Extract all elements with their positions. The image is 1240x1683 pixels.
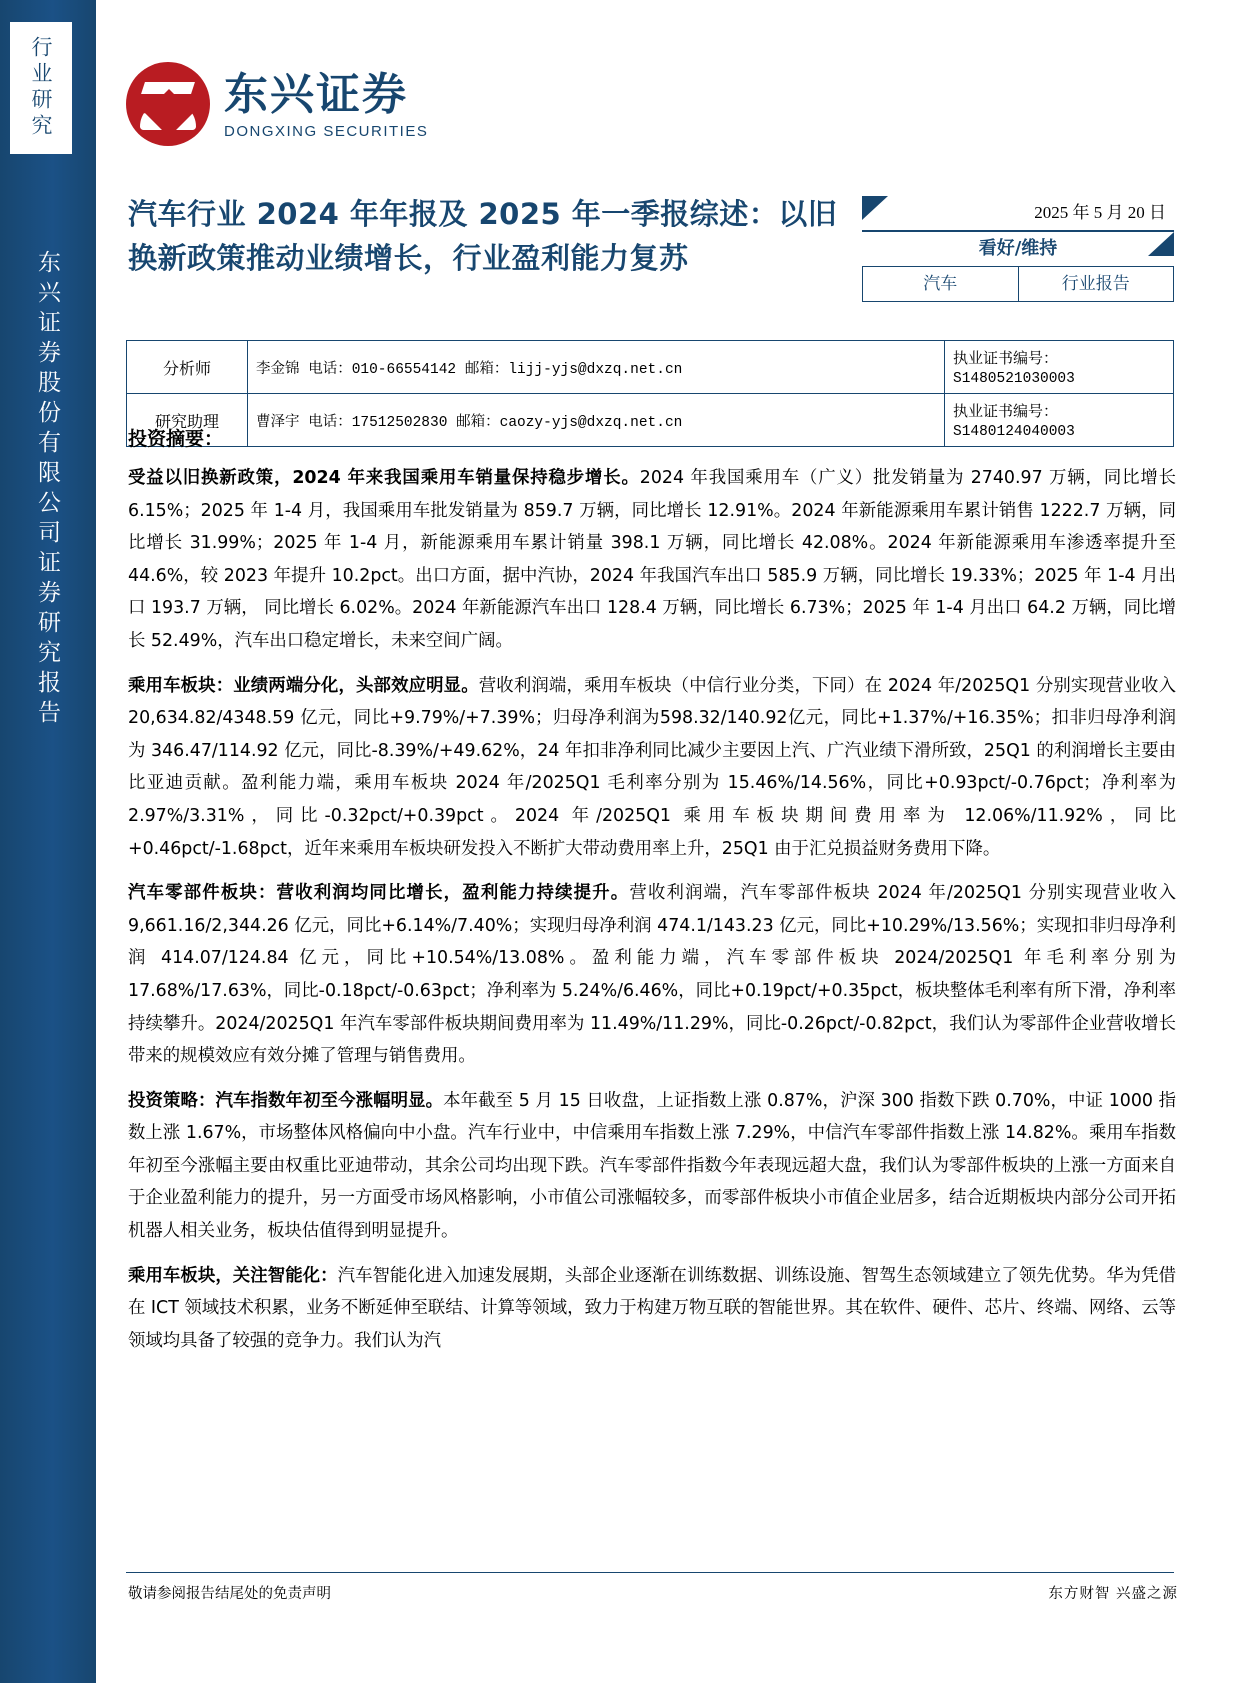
- report-date-row: [862, 196, 1174, 232]
- paragraph: [128, 1085, 1176, 1248]
- analyst-contact-line: 李金锦 电话：010-66554142 邮箱：lijj-yjs@dxzq.net.cn: [248, 341, 945, 394]
- report-rating-row: [862, 232, 1174, 267]
- dongxing-logo-icon: [126, 62, 210, 146]
- paragraph: [128, 877, 1176, 1073]
- report-tags-row: [862, 267, 1174, 302]
- assistant-cert-number: S1480124040003: [953, 424, 1075, 440]
- paragraph-lead: 乘用车板块，关注智能化：: [128, 1265, 338, 1286]
- paragraph-text: 2024 年我国乘用车（广义）批发销量为 2740.97 万辆，同比增长 6.15%；2025 年 1-4 月，我国乘用车批发销量为 859.7 万辆，同比增长 12.91%。2024 年新能源乘用车累计销售 1222.7 万辆，同比增长 31.99%；2025 年 1-4 月，新能源乘用车累计销量 398.1 万辆，同比增长 42.08%。2024 年新能源乘用车渗透率提升至 44.6%，较 2023 年提升 10.2pct。出口方面，据中汽协，2024 年我国汽车出口 585.9 万辆，同比增长 19.33%；2025 年 1-4 月出口 193.7 万辆， 同比增长 6.02%。2024 年新能源汽车出口 128.4 万辆，同比增长 6.73%；2025 年 1-4 月出口 64.2 万辆，同比增长 52.49%，汽车出口稳定增长，未来空间广阔。: [128, 468, 1176, 651]
- brand-name-en: DONGXING SECURITIES: [224, 122, 429, 140]
- report-type-tag: 行业报告: [1061, 274, 1130, 294]
- sidebar-company-vertical-text: 东兴证券股份有限公司证券研究报告: [34, 250, 60, 730]
- sidebar-section-tab: [10, 22, 72, 154]
- left-sidebar: [0, 0, 96, 1683]
- page-content: [96, 0, 1240, 1683]
- brand-logo: [126, 62, 428, 146]
- paragraph: [128, 1260, 1176, 1358]
- sidebar-section-tab-label: 行业研究: [29, 36, 53, 140]
- assistant-role-label: 研究助理: [127, 394, 248, 447]
- report-meta-box: [862, 196, 1174, 302]
- assistant-cert-label: 执业证书编号：: [953, 402, 1059, 420]
- paragraph-lead: 受益以旧换新政策，2024 年来我国乘用车销量保持稳步增长。: [128, 468, 640, 488]
- page-title: 汽车行业 2024 年年报及 2025 年一季报综述：以旧换新政策推动业绩增长，行业盈利能力复苏: [128, 197, 838, 275]
- logo-diamond-shape: [145, 89, 193, 137]
- footer-slogan: 东方财智 兴盛之源: [1048, 1586, 1178, 1602]
- paragraph: [128, 462, 1176, 658]
- paragraph: [128, 670, 1176, 866]
- paragraph-lead: 乘用车板块：业绩两端分化，头部效应明显。: [128, 675, 479, 696]
- analyst-role-label: 分析师: [127, 341, 248, 394]
- report-date: 2025 年 5 月 20 日: [1034, 203, 1166, 222]
- footer-divider: [126, 1572, 1174, 1573]
- analyst-cert-cell: [945, 341, 1174, 394]
- analyst-cert-number: S1480521030003: [953, 371, 1075, 387]
- summary-heading: 投资摘要：: [128, 428, 224, 450]
- paragraph-text: 汽车智能化进入加速发展期，头部企业逐渐在训练数据、训练设施、智驾生态领域建立了领先优势。华为凭借在 ICT 领域技术积累，业务不断延伸至联结、计算等领域，致力于构建万物互联的智能世界。其在软件、硬件、芯片、终端、网络、云等领域均具备了较强的竞争力。我们认为汽: [128, 1265, 1176, 1351]
- analyst-cert-label: 执业证书编号：: [953, 349, 1059, 367]
- summary-body: [128, 462, 1176, 1369]
- report-rating-value: 看好/维持: [978, 238, 1058, 259]
- table-row: [127, 341, 1174, 394]
- paragraph-text: 营收利润端，乘用车板块（中信行业分类，下同）在 2024 年/2025Q1 分别实现营业收入20,634.82/4348.59 亿元，同比+9.79%/+7.39%；归母净利润为598.32/140.92亿元，同比+1.37%/+16.35%；扣非归母净利润为 346.47/114.92 亿元，同比-8.39%/+49.62%，24 年扣非净利同比减少主要因上汽、广汽业绩下滑所致，25Q1 的利润增长主要由比亚迪贡献。盈利能力端，乘用车板块 2024 年/2025Q1 毛利率分别为 15.46%/14.56%，同比+0.93pct/-0.76pct；净利率为 2.97%/3.31%，同比-0.32pct/+0.39pct。2024 年/2025Q1 乘用车板块期间费用率为 12.06%/11.92%，同比+0.46pct/-1.68pct，近年来乘用车板块研发投入不断扩大带动费用率上升，25Q1 由于汇兑损益财务费用下降。: [128, 675, 1176, 859]
- brand-name-cn: 东兴证券: [224, 68, 408, 120]
- contacts-table: [126, 340, 1174, 447]
- paragraph-text: 营收利润端，汽车零部件板块 2024 年/2025Q1 分别实现营业收入 9,661.16/2,344.26 亿元，同比+6.14%/7.40%；实现归母净利润 474.1/143.23 亿元，同比+10.29%/13.56%；实现扣非归母净利润 414.07/124.84 亿元，同比+10.54%/13.08%。盈利能力端，汽车零部件板块 2024/2025Q1 年毛利率分别为 17.68%/17.63%，同比-0.18pct/-0.63pct；净利率为 5.24%/6.46%，同比+0.19pct/+0.35pct，板块整体毛利率有所下滑，净利率持续攀升。2024/2025Q1 年汽车零部件板块期间费用率为 11.49%/11.29%，同比-0.26pct/-0.82pct，我们认为零部件企业营收增长带来的规模效应有效分摊了管理与销售费用。: [128, 883, 1176, 1067]
- assistant-cert-cell: [945, 394, 1174, 447]
- footer-disclaimer: 敬请参阅报告结尾处的免责声明: [128, 1586, 331, 1602]
- corner-flag-right-icon: [1148, 232, 1174, 256]
- table-row: [127, 394, 1174, 447]
- corner-flag-icon: [862, 196, 888, 220]
- industry-tag: 汽车: [863, 267, 1019, 301]
- paragraph-lead: 投资策略：汽车指数年初至今涨幅明显。: [128, 1090, 444, 1111]
- paragraph-lead: 汽车零部件板块：营收利润均同比增长，盈利能力持续提升。: [128, 883, 630, 904]
- brand-text: [224, 69, 428, 140]
- assistant-contact-line: 曹泽宇 电话：17512502830 邮箱：caozy-yjs@dxzq.net.cn: [248, 394, 945, 447]
- paragraph-text: 本年截至 5 月 15 日收盘，上证指数上涨 0.87%，沪深 300 指数下跌 0.70%，中证 1000 指数上涨 1.67%，市场整体风格偏向中小盘。汽车行业中，中信乘用车指数上涨 7.29%，中信汽车零部件指数上涨 14.82%。乘用车指数年初至今涨幅主要由权重比亚迪带动，其余公司均出现下跌。汽车零部件指数今年表现远超大盘，我们认为零部件板块的上涨一方面来自于企业盈利能力的提升，另一方面受市场风格影响，小市值公司涨幅较多，而零部件板块小市值企业居多，结合近期板块内部分公司开拓机器人相关业务，板块估值得到明显提升。: [128, 1090, 1176, 1242]
